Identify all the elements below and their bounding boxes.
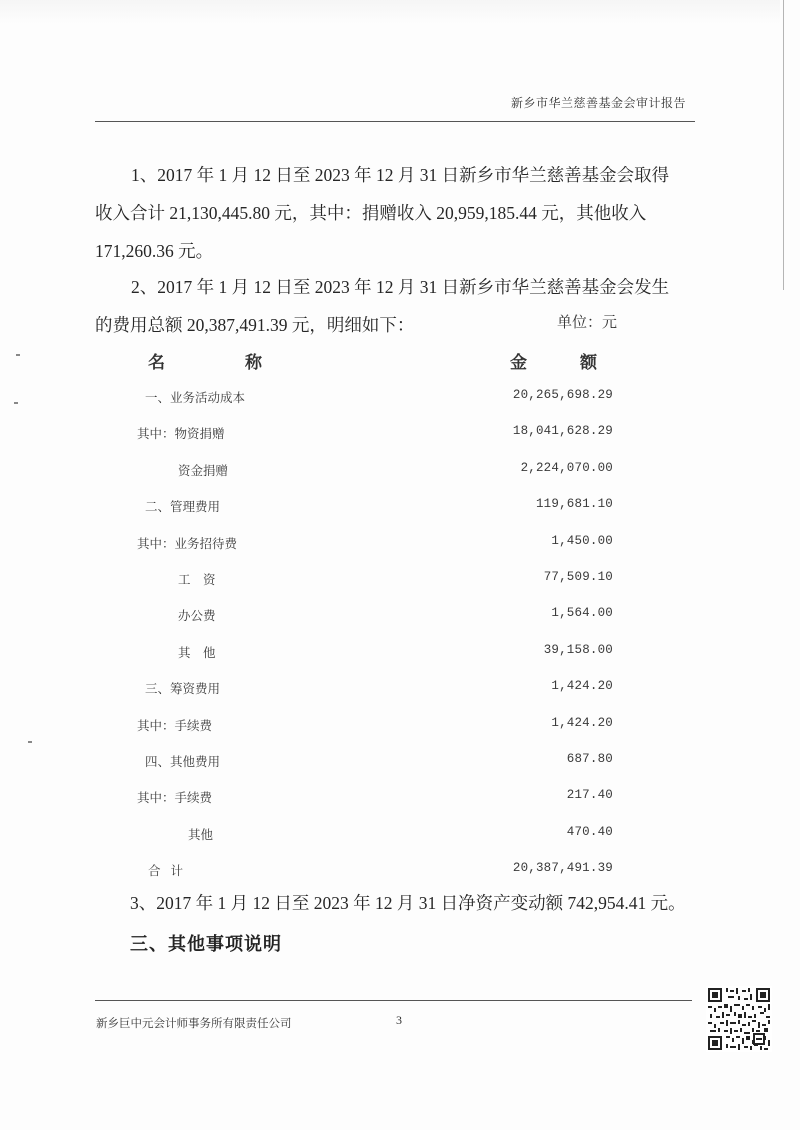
table-row — [145, 639, 613, 675]
paragraph-income — [95, 156, 715, 270]
unit-label: 单位：元 — [557, 313, 618, 331]
footer-company-name: 新乡巨中元会计师事务所有限责任公司 — [96, 1016, 292, 1030]
table-row — [137, 784, 613, 820]
row-name: 其中：业务招待费 — [137, 535, 238, 551]
row-name: 三、筹资费用 — [145, 681, 221, 697]
row-amount: 18,041,628.29 — [512, 424, 613, 439]
row-name: 二、管理费用 — [145, 499, 221, 515]
report-header-title: 新乡市华兰慈善基金会审计报告 — [511, 96, 687, 110]
row-amount: 119,681.10 — [535, 497, 613, 512]
table-row — [145, 675, 613, 711]
row-amount: 2,224,070.00 — [520, 460, 613, 475]
paragraph-text: 2、2017 年 1 月 12 日至 2023 年 12 月 31 日新乡市华兰慈善基金会发生 — [131, 277, 670, 297]
scan-artifact-top — [0, 0, 780, 24]
qr-code-icon — [706, 986, 772, 1052]
paragraph-expenses — [95, 268, 715, 344]
footer-divider — [95, 1000, 692, 1001]
paragraph-line — [130, 884, 730, 922]
row-amount: 687.80 — [566, 751, 613, 766]
paragraph-line — [95, 268, 715, 306]
margin-mark — [16, 354, 20, 356]
row-amount: 1,424.20 — [551, 679, 613, 694]
paragraph-net-assets — [130, 884, 730, 922]
paragraph-text: 收入合计 21,130,445.80 元，其中：捐赠收入 20,959,185.44 元，其他收入 — [95, 203, 647, 223]
row-amount: 217.40 — [566, 788, 613, 803]
table-row — [145, 748, 613, 784]
header-divider — [95, 121, 695, 122]
row-name: 办公费 — [178, 608, 216, 624]
paragraph-text: 1、2017 年 1 月 12 日至 2023 年 12 月 31 日新乡市华兰慈善基金会取得 — [131, 165, 670, 185]
table-row — [145, 821, 613, 857]
paragraph-line — [95, 306, 715, 344]
row-name: 资金捐赠 — [178, 462, 229, 478]
row-name: 其中：手续费 — [137, 717, 213, 733]
paragraph-line — [95, 232, 715, 270]
section-heading-other-matters: 三、其他事项说明 — [130, 934, 282, 955]
row-amount: 1,450.00 — [551, 533, 613, 548]
column-header-amount: 金 — [510, 353, 527, 373]
scan-edge-line — [783, 0, 784, 290]
row-amount: 470.40 — [566, 824, 613, 839]
row-name: 其中：手续费 — [137, 790, 213, 806]
row-amount: 1,424.20 — [551, 715, 613, 730]
expense-table — [137, 384, 613, 893]
margin-mark — [28, 741, 32, 743]
column-header-name: 名 — [148, 353, 165, 373]
row-name: 其他 — [188, 826, 214, 842]
paragraph-line — [95, 194, 715, 232]
row-name: 一、业务活动成本 — [145, 390, 246, 405]
row-name: 四、其他费用 — [145, 753, 221, 769]
row-amount: 77,509.10 — [543, 569, 613, 584]
row-name: 其 他 — [178, 644, 216, 660]
paragraph-line — [95, 156, 715, 194]
row-name: 工 资 — [178, 571, 216, 587]
table-row — [145, 457, 613, 493]
table-row — [137, 420, 613, 456]
paragraph-text: 的费用总额 20,387,491.39 元，明细如下： — [95, 315, 415, 335]
table-row — [145, 384, 613, 420]
row-amount: 20,387,491.39 — [512, 861, 613, 876]
row-name: 其中：物资捐赠 — [137, 426, 225, 442]
row-amount: 1,564.00 — [551, 606, 613, 621]
row-amount: 20,265,698.29 — [512, 388, 613, 402]
row-amount: 39,158.00 — [543, 642, 613, 657]
page-number: 3 — [396, 1013, 402, 1027]
column-header-name: 称 — [245, 353, 262, 373]
column-header-amount: 额 — [580, 353, 597, 373]
margin-mark — [14, 402, 18, 404]
expense-table-header — [140, 348, 620, 372]
row-name: 合计 — [148, 863, 194, 879]
table-row — [145, 566, 613, 602]
table-row — [137, 712, 613, 748]
scan-bleed-text — [785, 360, 793, 470]
paragraph-text: 171,260.36 元。 — [95, 241, 214, 261]
table-row — [145, 493, 613, 529]
table-row — [145, 602, 613, 638]
table-row — [137, 530, 613, 566]
paragraph-text: 3、2017 年 1 月 12 日至 2023 年 12 月 31 日净资产变动额 742,954.41 元。 — [130, 893, 686, 913]
